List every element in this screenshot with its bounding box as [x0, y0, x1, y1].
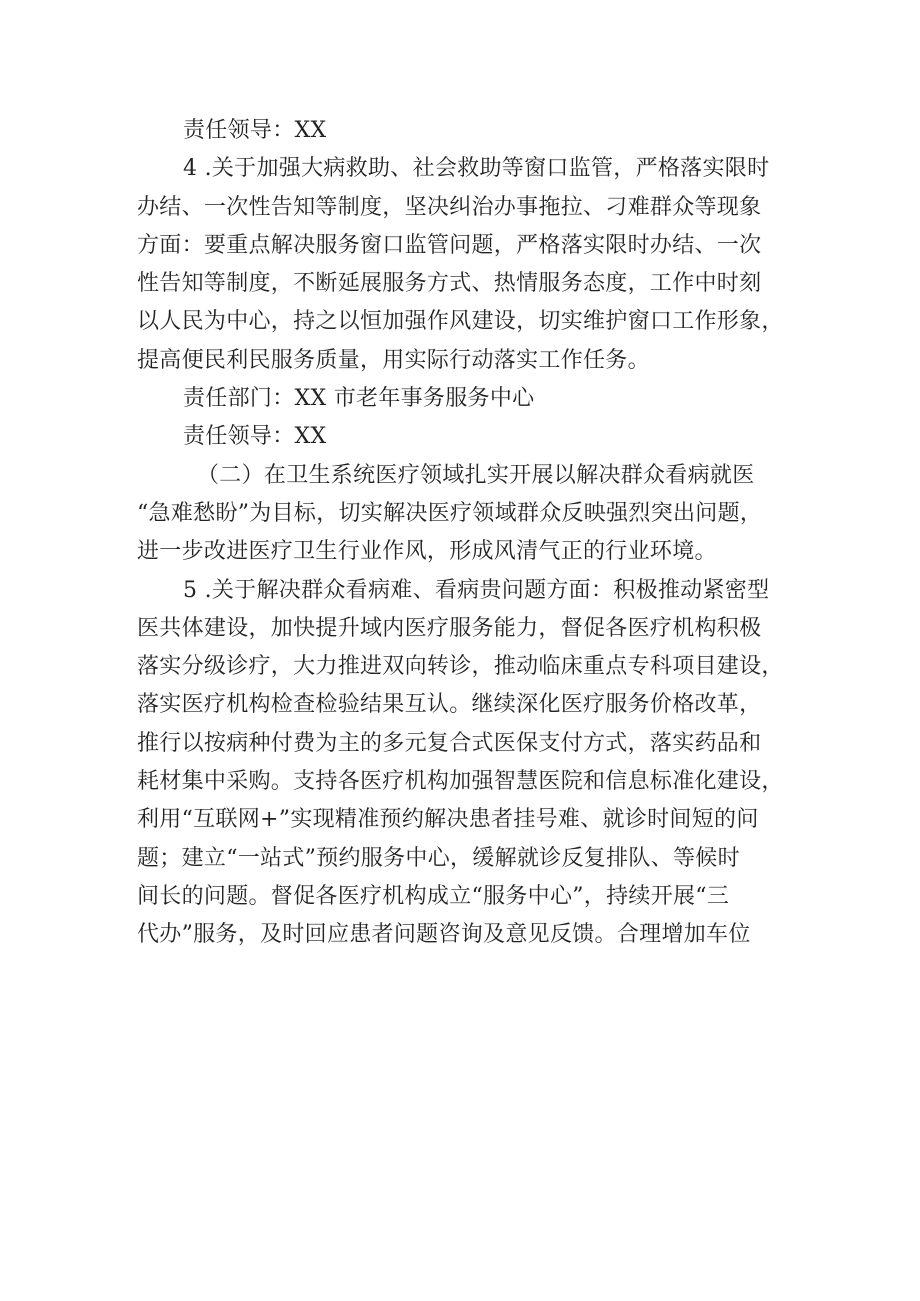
paragraph-line: 落实医疗机构检查检验结果互认。继续深化医疗服务价格改革，: [137, 692, 762, 718]
paragraph-line: 提高便民利民服务质量，用实际行动落实工作任务。: [137, 347, 650, 373]
paragraph-line: 间长的问题。督促各医疗机构成立“服务中心”，持续开展“三: [137, 883, 730, 909]
responsible-leader-line: 责任领导：XX: [183, 118, 327, 143]
paragraph-line: 以人民为中心，持之以恒加强作风建设，切实维护窗口工作形象，: [137, 309, 784, 335]
paragraph-line: 题；建立“一站式”预约服务中心，缓解就诊反复排队、等候时: [137, 845, 740, 871]
paragraph-line: 医共体建设，加快提升域内医疗服务能力，督促各医疗机构积极: [137, 615, 762, 641]
paragraph-line: “急难愁盼”为目标，切实解决医疗领域群众反映强烈突出问题，: [137, 500, 763, 526]
paragraph-line: 方面：要重点解决服务窗口监管问题，严格落实限时办结、一次: [137, 232, 762, 258]
item-5-heading-line: 5 .关于解决群众看病难、看病贵问题方面：积极推动紧密型: [183, 577, 770, 603]
document-body: [137, 112, 797, 955]
paragraph-line: 进一步改进医疗卫生行业作风，形成风清气正的行业环境。: [137, 539, 717, 565]
paragraph-line: 办结、一次性告知等制度，坚决纠治办事拖拉、刁难群众等现象: [137, 194, 762, 220]
paragraph-line: 性告知等制度，不断延展服务方式、热情服务态度，工作中时刻: [137, 271, 762, 297]
section-2-heading-line: （二）在卫生系统医疗领域扎实开展以解决群众看病就医: [197, 462, 755, 488]
paragraph-line: 耗材集中采购。支持各医疗机构加强智慧医院和信息标准化建设，: [137, 769, 784, 795]
responsible-department-line: 责任部门：XX 市老年事务服务中心: [183, 386, 535, 412]
item-4-heading-line: 4 .关于加强大病救助、社会救助等窗口监管，严格落实限时: [183, 156, 770, 182]
paragraph-line: 代办”服务，及时回应患者问题咨询及意见反馈。合理增加车位: [137, 922, 751, 948]
responsible-leader-line: 责任领导：XX: [183, 424, 327, 450]
paragraph-line: 利用“互联网+”实现精准预约解决患者挂号难、就诊时间短的问: [137, 807, 759, 833]
paragraph-line: 落实分级诊疗，大力推进双向转诊，推动临床重点专科项目建设，: [137, 654, 784, 680]
paragraph-line: 推行以按病种付费为主的多元复合式医保支付方式，落实药品和: [137, 730, 762, 756]
